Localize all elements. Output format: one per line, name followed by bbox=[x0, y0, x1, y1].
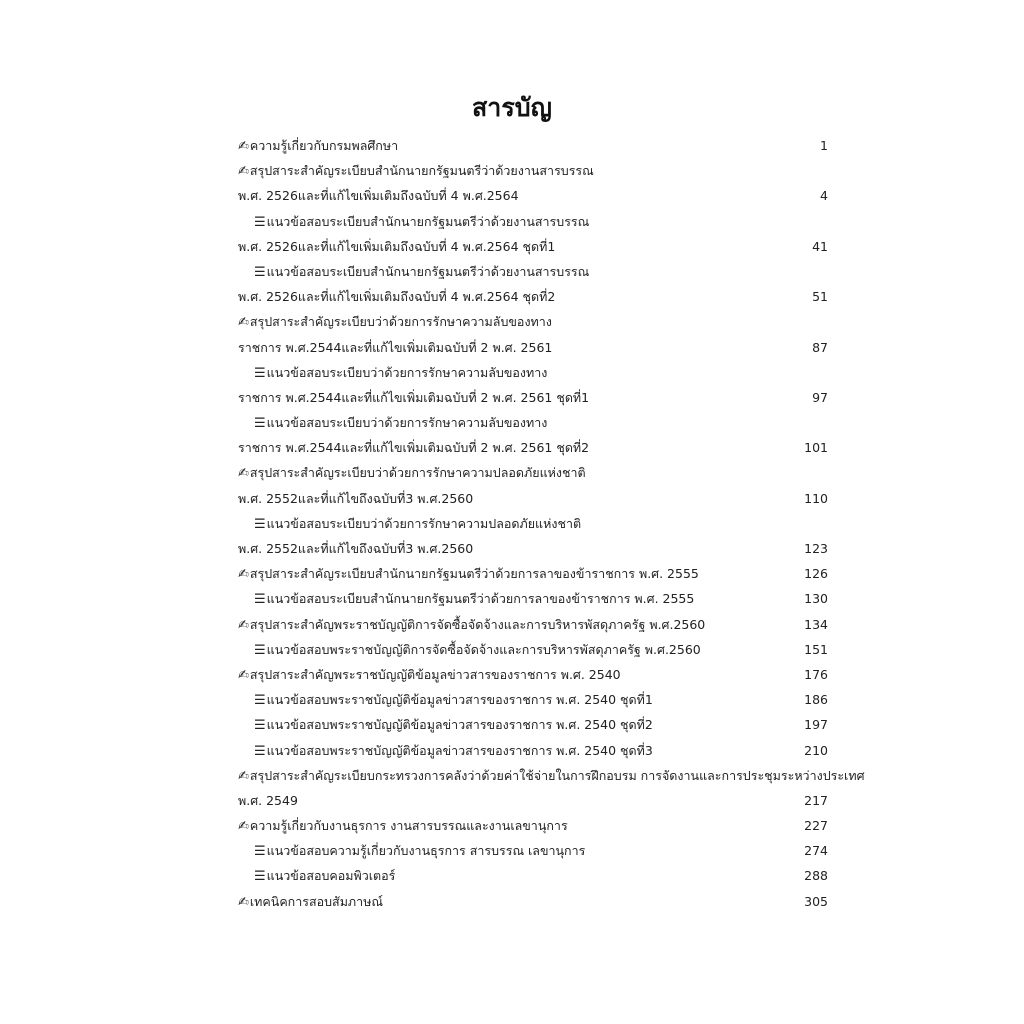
toc-entry-line bbox=[238, 133, 828, 158]
toc-entry-label: พ.ศ. 2552และที่แก้ไขถึงฉบับที่3 พ.ศ.2560 bbox=[238, 541, 474, 556]
toc-entry-text bbox=[254, 738, 653, 764]
toc-entry-label: ราชการ พ.ศ.2544และที่แก้ไขเพิ่มเติมฉบับที่ 2 พ.ศ. 2561 ชุดที่2 bbox=[238, 440, 590, 456]
toc-entry-label: แนวข้อสอบคอมพิวเตอร์ bbox=[266, 868, 396, 884]
pen-nib-icon: ✍ bbox=[238, 466, 249, 482]
toc-entry-line bbox=[238, 838, 828, 863]
toc-entry-label: แนวข้อสอบพระราชบัญญัติข้อมูลข่าวสารของราชการ พ.ศ. 2540 ชุดที่2 bbox=[266, 717, 653, 733]
toc-entry-label: ความรู้เกี่ยวกับงานธุรการ งานสารบรรณและงานเลขานุการ bbox=[249, 818, 568, 834]
toc-entry-label: แนวข้อสอบความรู้เกี่ยวกับงานธุรการ สารบรรณ เลขานุการ bbox=[266, 843, 586, 859]
toc-page-number: 227 bbox=[804, 818, 828, 834]
toc-entry-label: สรุปสาระสำคัญระเบียบว่าด้วยการรักษาความลับของทาง bbox=[249, 314, 552, 330]
toc-entry-line bbox=[238, 738, 828, 763]
toc-entry-label: แนวข้อสอบพระราชบัญญัติการจัดซื้อจัดจ้างและการบริหารพัสดุภาครัฐ พ.ศ.2560 bbox=[266, 641, 701, 657]
toc-entry-text bbox=[238, 788, 298, 813]
toc-page-number: 123 bbox=[804, 541, 828, 556]
toc-entry-label: สรุปสาระสำคัญระเบียบกระทรวงการคลังว่าด้วยค่าใช้จ่ายในการฝึกอบรม การจัดงานและการประชุมระหว่างประเทศ bbox=[249, 767, 865, 783]
toc-entry-line bbox=[238, 763, 865, 788]
toc-page-number: 288 bbox=[804, 868, 828, 884]
checklist-mark-icon: ☰ bbox=[254, 416, 266, 432]
toc-entry-line bbox=[238, 712, 828, 737]
toc-entry-text bbox=[254, 259, 589, 285]
toc-entry-text bbox=[254, 410, 547, 436]
checklist-mark-icon: ☰ bbox=[254, 516, 266, 532]
toc-page-number: 41 bbox=[812, 238, 828, 254]
toc-entry-text bbox=[254, 687, 653, 713]
checklist-mark-icon: ☰ bbox=[254, 718, 266, 734]
toc-entry-label: เทคนิคการสอบสัมภาษณ์ bbox=[249, 893, 384, 909]
toc-page-number: 197 bbox=[804, 717, 828, 733]
toc-entry-line bbox=[238, 586, 828, 611]
toc-entry-label: สรุปสาระสำคัญพระราชบัญญัติข้อมูลข่าวสารของราชการ พ.ศ. 2540 bbox=[249, 666, 621, 682]
pen-nib-icon: ✍ bbox=[238, 617, 249, 633]
toc-page-number: 134 bbox=[804, 616, 828, 632]
toc-entry-line bbox=[238, 813, 828, 838]
toc-entry-label: สรุปสาระสำคัญพระราชบัญญัติการจัดซื้อจัดจ้างและการบริหารพัสดุภาครัฐ พ.ศ.2560 bbox=[249, 616, 706, 632]
toc-page-number: 210 bbox=[804, 742, 828, 758]
table-of-contents bbox=[238, 133, 865, 914]
pen-nib-icon: ✍ bbox=[238, 164, 249, 180]
toc-page-number: 151 bbox=[804, 641, 828, 657]
toc-entry-line bbox=[238, 561, 828, 586]
toc-entry-text bbox=[238, 133, 398, 159]
pen-nib-icon: ✍ bbox=[238, 315, 249, 331]
toc-page-number: 274 bbox=[804, 843, 828, 859]
toc-entry-line bbox=[238, 360, 828, 385]
toc-entry-label: สรุปสาระสำคัญระเบียบสำนักนายกรัฐมนตรีว่าด้วยงานสารบรรณ bbox=[249, 163, 594, 179]
pen-nib-icon: ✍ bbox=[238, 139, 249, 154]
pen-nib-icon: ✍ bbox=[238, 768, 249, 784]
checklist-mark-icon: ☰ bbox=[254, 592, 266, 608]
toc-entry-text bbox=[254, 637, 701, 663]
toc-entry-text bbox=[238, 763, 865, 789]
toc-page-number: 126 bbox=[804, 566, 828, 582]
toc-entry-label: ราชการ พ.ศ.2544และที่แก้ไขเพิ่มเติมฉบับที่ 2 พ.ศ. 2561 bbox=[238, 339, 553, 355]
toc-entry-text bbox=[254, 209, 589, 235]
toc-entry-line bbox=[238, 662, 828, 687]
toc-page-number: 87 bbox=[812, 339, 828, 355]
toc-page-number: 4 bbox=[820, 188, 828, 204]
toc-page-number: 110 bbox=[804, 490, 828, 506]
toc-entry-line bbox=[238, 183, 828, 208]
toc-entry-text bbox=[254, 712, 653, 738]
toc-page-number: 176 bbox=[804, 666, 828, 682]
toc-entry-line bbox=[238, 335, 828, 360]
toc-entry-text bbox=[238, 385, 589, 410]
toc-entry-label: พ.ศ. 2526และที่แก้ไขเพิ่มเติมถึงฉบับที่ 4 พ.ศ.2564 bbox=[238, 188, 519, 204]
toc-page-number: 97 bbox=[812, 389, 828, 405]
toc-entry-text bbox=[254, 838, 585, 864]
toc-entry-text bbox=[254, 586, 694, 612]
toc-page-number: 217 bbox=[804, 792, 828, 808]
toc-entry-label: พ.ศ. 2549 bbox=[238, 792, 298, 808]
toc-entry-line bbox=[238, 863, 828, 888]
toc-entry-label: พ.ศ. 2526และที่แก้ไขเพิ่มเติมถึงฉบับที่ 4 พ.ศ.2564 ชุดที่2 bbox=[238, 289, 556, 305]
checklist-mark-icon: ☰ bbox=[254, 844, 266, 860]
toc-entry-label: แนวข้อสอบระเบียบสำนักนายกรัฐมนตรีว่าด้วยงานสารบรรณ bbox=[266, 263, 590, 279]
toc-page-number: 51 bbox=[812, 289, 828, 305]
toc-entry-text bbox=[254, 360, 547, 386]
toc-entry-line bbox=[238, 385, 828, 410]
checklist-mark-icon: ☰ bbox=[254, 214, 266, 230]
toc-page-number: 305 bbox=[804, 893, 828, 909]
toc-entry-label: ราชการ พ.ศ.2544และที่แก้ไขเพิ่มเติมฉบับที่ 2 พ.ศ. 2561 ชุดที่1 bbox=[238, 389, 590, 405]
checklist-mark-icon: ☰ bbox=[254, 365, 266, 381]
toc-entry-text bbox=[238, 234, 555, 259]
toc-entry-text bbox=[238, 335, 552, 360]
toc-entry-line bbox=[238, 486, 828, 511]
toc-entry-text bbox=[238, 561, 699, 587]
checklist-mark-icon: ☰ bbox=[254, 743, 266, 759]
toc-entry-label: แนวข้อสอบระเบียบว่าด้วยการรักษาความปลอดภัยแห่งชาติ bbox=[266, 515, 582, 531]
toc-page-number: 101 bbox=[804, 440, 828, 456]
checklist-mark-icon: ☰ bbox=[254, 642, 266, 658]
toc-entry-line bbox=[238, 309, 828, 334]
toc-entry-text bbox=[238, 183, 519, 208]
toc-entry-label: แนวข้อสอบระเบียบสำนักนายกรัฐมนตรีว่าด้วยงานสารบรรณ bbox=[266, 213, 590, 229]
pen-nib-icon: ✍ bbox=[238, 819, 249, 835]
toc-entry-line bbox=[238, 687, 828, 712]
toc-entry-text bbox=[238, 536, 473, 561]
toc-entry-line bbox=[238, 612, 828, 637]
toc-entry-text bbox=[238, 435, 589, 460]
toc-entry-line bbox=[238, 284, 828, 309]
toc-entry-line bbox=[238, 234, 828, 259]
toc-entry-line bbox=[238, 435, 828, 460]
toc-entry-label: แนวข้อสอบระเบียบสำนักนายกรัฐมนตรีว่าด้วยการลาของข้าราชการ พ.ศ. 2555 bbox=[266, 591, 695, 607]
pen-nib-icon: ✍ bbox=[238, 894, 249, 910]
checklist-mark-icon: ☰ bbox=[254, 264, 266, 280]
toc-entry-line bbox=[238, 637, 828, 662]
toc-entry-text bbox=[238, 612, 705, 638]
pen-nib-icon: ✍ bbox=[238, 567, 249, 583]
toc-entry-text bbox=[238, 813, 568, 839]
pen-nib-icon: ✍ bbox=[238, 667, 249, 683]
toc-page-number: 1 bbox=[820, 138, 828, 153]
toc-entry-text bbox=[238, 662, 621, 688]
toc-entry-line bbox=[238, 158, 828, 183]
toc-entry-label: พ.ศ. 2552และที่แก้ไขถึงฉบับที่3 พ.ศ.2560 bbox=[238, 490, 474, 506]
toc-page-number: 130 bbox=[804, 591, 828, 607]
page-title: สารบัญ bbox=[472, 93, 552, 122]
toc-entry-text bbox=[238, 460, 586, 486]
toc-entry-label: แนวข้อสอบระเบียบว่าด้วยการรักษาความลับของทาง bbox=[266, 415, 548, 431]
toc-entry-line bbox=[238, 259, 828, 284]
checklist-mark-icon: ☰ bbox=[254, 869, 266, 885]
toc-entry-line bbox=[238, 511, 828, 536]
toc-entry-label: พ.ศ. 2526และที่แก้ไขเพิ่มเติมถึงฉบับที่ 4 พ.ศ.2564 ชุดที่1 bbox=[238, 238, 556, 254]
toc-entry-line bbox=[238, 460, 828, 485]
toc-entry-label: แนวข้อสอบพระราชบัญญัติข้อมูลข่าวสารของราชการ พ.ศ. 2540 ชุดที่3 bbox=[266, 742, 653, 758]
toc-entry-label: แนวข้อสอบระเบียบว่าด้วยการรักษาความลับของทาง bbox=[266, 364, 548, 380]
toc-entry-line bbox=[238, 209, 828, 234]
toc-entry-label: สรุปสาระสำคัญระเบียบสำนักนายกรัฐมนตรีว่าด้วยการลาของข้าราชการ พ.ศ. 2555 bbox=[249, 566, 699, 582]
toc-entry-text bbox=[238, 309, 552, 335]
toc-page-number: 186 bbox=[804, 692, 828, 708]
toc-entry-text bbox=[238, 284, 555, 309]
toc-entry-text bbox=[254, 511, 581, 537]
toc-entry-text bbox=[238, 486, 473, 511]
toc-entry-label: ความรู้เกี่ยวกับกรมพลศึกษา bbox=[249, 138, 399, 153]
toc-entry-text bbox=[238, 889, 383, 915]
toc-entry-line bbox=[238, 788, 828, 813]
toc-entry-line bbox=[238, 410, 828, 435]
toc-entry-label: สรุปสาระสำคัญระเบียบว่าด้วยการรักษาความปลอดภัยแห่งชาติ bbox=[249, 465, 586, 481]
toc-entry-line bbox=[238, 536, 828, 561]
toc-entry-label: แนวข้อสอบพระราชบัญญัติข้อมูลข่าวสารของราชการ พ.ศ. 2540 ชุดที่1 bbox=[266, 692, 653, 708]
toc-entry-text bbox=[254, 863, 395, 889]
toc-entry-text bbox=[238, 158, 594, 184]
checklist-mark-icon: ☰ bbox=[254, 693, 266, 709]
toc-entry-line bbox=[238, 889, 828, 914]
